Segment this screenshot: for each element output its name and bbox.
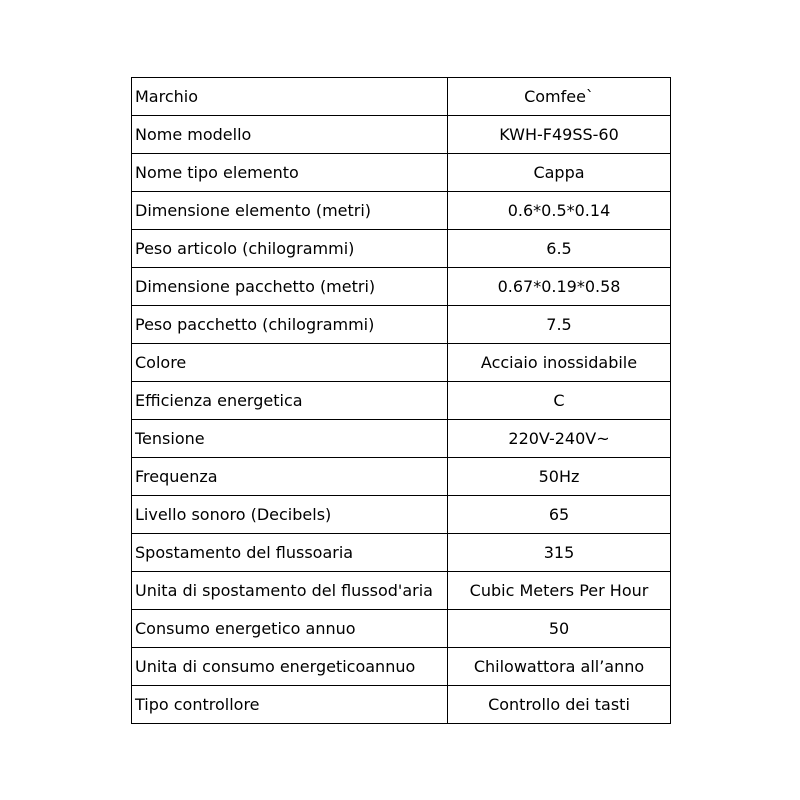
table-row: [132, 610, 671, 648]
table-row: [132, 382, 671, 420]
table-row: [132, 572, 671, 610]
spec-value: 6.5: [448, 230, 671, 268]
spec-value: Chilowattora all’anno: [448, 648, 671, 686]
spec-label: Spostamento del flussoaria: [132, 534, 448, 572]
spec-label: Consumo energetico annuo: [132, 610, 448, 648]
spec-value: 50Hz: [448, 458, 671, 496]
spec-value: 315: [448, 534, 671, 572]
table-row: [132, 648, 671, 686]
table-row: [132, 116, 671, 154]
spec-label: Efficienza energetica: [132, 382, 448, 420]
table-row: [132, 344, 671, 382]
table-row: [132, 306, 671, 344]
spec-label: Unita di consumo energeticoannuo: [132, 648, 448, 686]
table-row: [132, 686, 671, 724]
spec-table: [131, 77, 671, 724]
spec-label: Nome modello: [132, 116, 448, 154]
spec-label: Tipo controllore: [132, 686, 448, 724]
spec-value: Comfee`: [448, 78, 671, 116]
spec-label: Livello sonoro (Decibels): [132, 496, 448, 534]
table-row: [132, 420, 671, 458]
spec-label: Dimensione pacchetto (metri): [132, 268, 448, 306]
spec-value: 0.67*0.19*0.58: [448, 268, 671, 306]
spec-label: Dimensione elemento (metri): [132, 192, 448, 230]
spec-label: Frequenza: [132, 458, 448, 496]
spec-label: Tensione: [132, 420, 448, 458]
spec-value: Cubic Meters Per Hour: [448, 572, 671, 610]
spec-value: 50: [448, 610, 671, 648]
spec-value: Controllo dei tasti: [448, 686, 671, 724]
spec-value: Acciaio inossidabile: [448, 344, 671, 382]
spec-label: Unita di spostamento del flussod'aria: [132, 572, 448, 610]
spec-label: Peso pacchetto (chilogrammi): [132, 306, 448, 344]
spec-value: 7.5: [448, 306, 671, 344]
table-row: [132, 268, 671, 306]
table-row: [132, 192, 671, 230]
spec-value: 220V-240V~: [448, 420, 671, 458]
spec-value: 65: [448, 496, 671, 534]
table-row: [132, 458, 671, 496]
spec-value: Cappa: [448, 154, 671, 192]
table-row: [132, 154, 671, 192]
table-row: [132, 78, 671, 116]
spec-label: Marchio: [132, 78, 448, 116]
table-row: [132, 534, 671, 572]
table-row: [132, 496, 671, 534]
spec-label: Colore: [132, 344, 448, 382]
spec-label: Peso articolo (chilogrammi): [132, 230, 448, 268]
spec-value: 0.6*0.5*0.14: [448, 192, 671, 230]
spec-value: C: [448, 382, 671, 420]
spec-label: Nome tipo elemento: [132, 154, 448, 192]
table-row: [132, 230, 671, 268]
spec-value: KWH-F49SS-60: [448, 116, 671, 154]
